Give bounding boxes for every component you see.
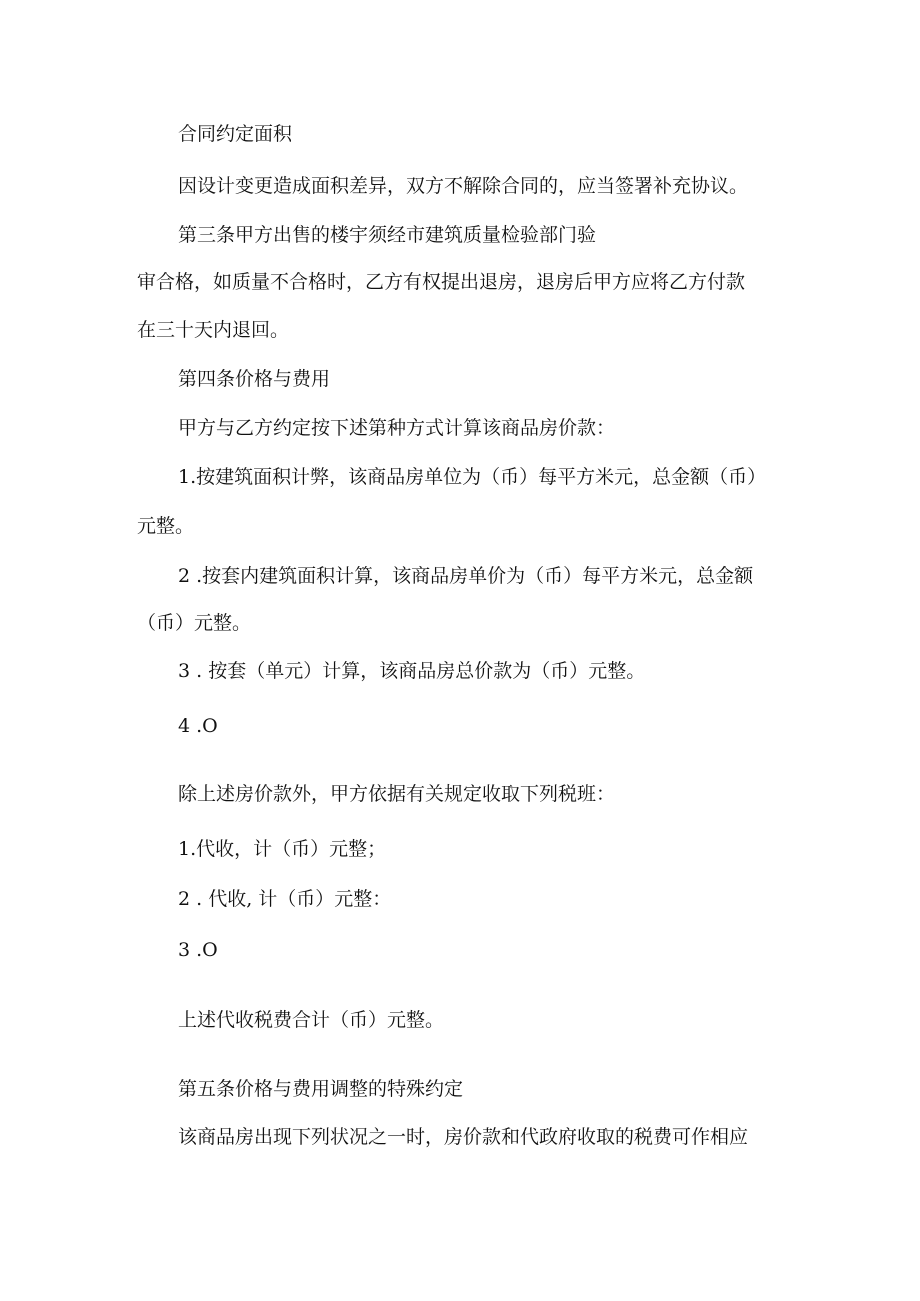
paragraph-line: 第三条甲方出售的楼宇须经市建筑质量检验部门验 <box>178 224 597 246</box>
paragraph-line: 元整。 <box>137 515 195 537</box>
paragraph-line: 上述代收税费合计（币）元整。 <box>178 1009 445 1031</box>
section-heading: 第四条价格与费用 <box>178 368 331 390</box>
list-item: 3 . 按套（单元）计算，该商品房总价款为（币）元整。 <box>178 660 646 682</box>
paragraph-line: 因设计变更造成面积差异，双方不解除合同的，应当签署补充协议。 <box>178 175 749 197</box>
list-item: 1.按建筑面积计弊，该商品房单位为（币）每平方米元，总金额（币） <box>178 466 767 488</box>
paragraph-line: 合同约定面积 <box>178 123 293 145</box>
list-item: 2 .按套内建筑面积计算，该商品房单价为（币）每平方米元，总金额 <box>178 565 754 587</box>
paragraph-line: 审合格，如质量不合格时，乙方有权提出退房，退房后甲方应将乙方付款 <box>137 271 746 293</box>
list-item: 4 .O <box>178 715 218 737</box>
list-item: 1.代收，计（币）元整； <box>178 838 387 860</box>
paragraph-line: 除上述房价款外，甲方依据有关规定收取下列税班： <box>178 783 616 805</box>
list-item: 2 . 代收, 计（币）元整： <box>178 888 392 910</box>
section-heading: 第五条价格与费用调整的特殊约定 <box>178 1078 464 1100</box>
paragraph-line: 在三十天内退回。 <box>137 319 290 341</box>
paragraph-line: 该商品房出现下列状况之一时，房价款和代政府收取的税费可作相应 <box>178 1126 749 1148</box>
paragraph-line: 甲方与乙方约定按下述第种方式计算该商品房价款： <box>178 417 616 439</box>
list-item: 3 .O <box>178 939 218 961</box>
paragraph-line: （币）元整。 <box>137 612 252 634</box>
